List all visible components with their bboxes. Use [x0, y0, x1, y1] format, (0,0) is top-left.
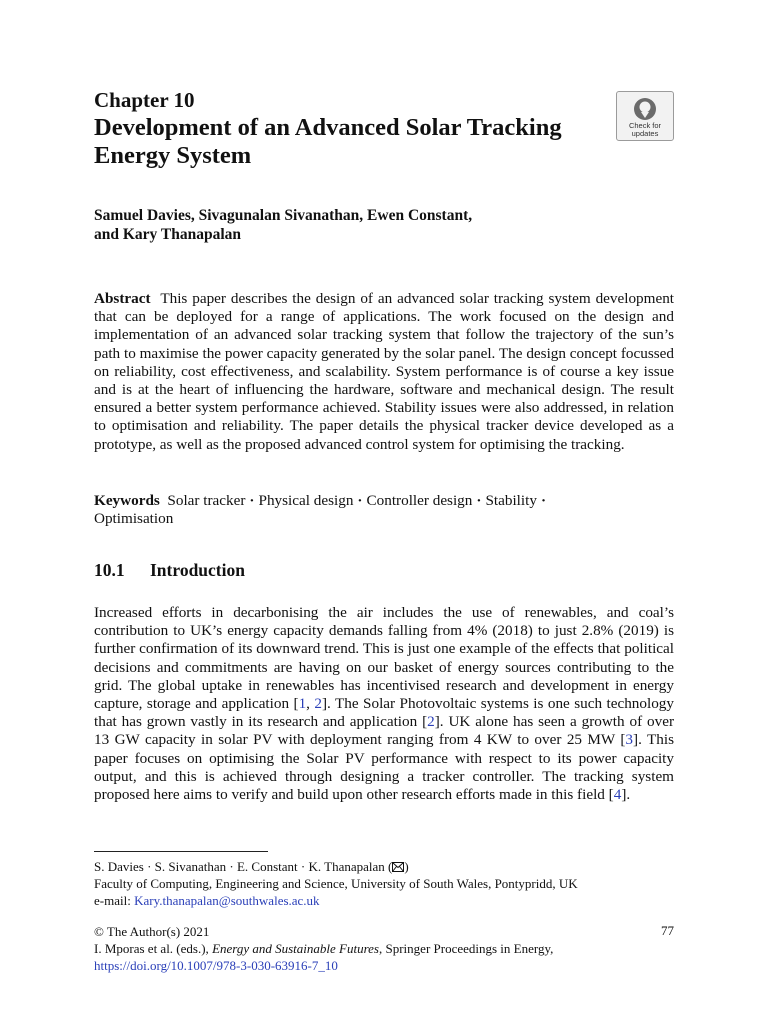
envelope-icon: [392, 859, 404, 874]
intro-text: ]. This paper focuses on optimising the Solar PV performance with respect to its power capacity output, and this is achieved through designing a tracker controller. The tracking system proposed here aims to verify and build upon other research efforts made in this field [: [94, 731, 674, 804]
copyright-block: [94, 923, 553, 974]
citation-link[interactable]: 1: [298, 695, 307, 713]
abstract-heading: Abstract: [94, 290, 151, 307]
intro-text: ,: [306, 695, 315, 713]
chapter-label: Chapter 10: [94, 88, 195, 112]
author-footnote: [94, 858, 578, 909]
author-list: [94, 206, 614, 244]
author-line-2: and Kary Thanapalan: [94, 226, 242, 243]
abstract: [94, 290, 674, 454]
abstract-text: This paper describes the design of an advanced solar tracking system development that can be deployed for a range of applications. The work focused on the design and implementation of an advanced solar tracking system that follow the trajectory of the sun’s path to maximise the power capacity generated by the solar panel. The design concept focussed on reliability, cost effectiveness, and scalability. System performance is of course a key issue and is at the heart of influencing the hardware, software and mechanical design. The result ensured a better system performance achieved. Stability issues were also addressed, in relation to optimisation and reliability. The paper details the physical tracker device developed as a prototype, as well as the proposed advanced control system for optimising the tracking.: [94, 290, 675, 453]
keyword-separator: ·: [540, 492, 547, 509]
keyword-item: Physical design: [258, 492, 354, 509]
citation-link[interactable]: 2: [427, 713, 435, 731]
citation-link[interactable]: 3: [625, 731, 634, 749]
badge-line-1: Check for: [628, 121, 662, 130]
page-number: 77: [661, 923, 674, 938]
footnote-names-text: S. Davies · S. Sivanathan · E. Constant · K. Thanapalan (: [94, 859, 393, 874]
series-text: , Springer Proceedings in Energy,: [379, 941, 554, 956]
introduction-paragraph: [94, 604, 674, 804]
section-heading: [94, 560, 245, 581]
footnote-affiliation: Faculty of Computing, Engineering and Science, University of South Wales, Pontypridd, UK: [94, 876, 578, 891]
citation-link[interactable]: 4: [613, 786, 622, 804]
editors-text: I. Mporas et al. (eds.),: [94, 941, 213, 956]
section-title: Introduction: [150, 560, 245, 580]
citation-line: [94, 940, 553, 957]
paper-page: [94, 0, 674, 1024]
chapter-title: Development of an Advanced Solar Tracking Energy System: [94, 114, 562, 169]
badge-label: [617, 122, 673, 138]
keyword-item: Controller design: [366, 492, 473, 509]
keywords: [94, 492, 674, 528]
badge-line-2: updates: [631, 129, 659, 138]
intro-text: ]. The Solar Photovoltaic systems is one such technology that has grown vastly in its research and application [: [94, 695, 674, 731]
doi-link[interactable]: https://doi.org/10.1007/978-3-030-63916-7_10: [94, 958, 338, 973]
footnote-email-line: [94, 892, 578, 909]
keyword-separator: ·: [476, 492, 482, 509]
keywords-heading: Keywords: [94, 492, 160, 509]
email-link[interactable]: Kary.thanapalan@southwales.ac.uk: [134, 893, 320, 908]
footnote-divider: [94, 851, 268, 852]
footnote-names: [94, 858, 578, 875]
book-title: Energy and Sustainable Futures: [212, 941, 379, 956]
section-number: 10.1: [94, 560, 125, 580]
email-label: e-mail:: [94, 893, 135, 908]
keyword-item: Solar tracker: [167, 492, 246, 509]
copyright-line: © The Author(s) 2021: [94, 924, 210, 939]
keyword-separator: ·: [357, 492, 363, 509]
intro-text: ].: [621, 786, 631, 804]
author-line-1: Samuel Davies, Sivagunalan Sivanathan, Ewen Constant,: [94, 207, 473, 224]
keyword-separator: ·: [249, 492, 255, 509]
check-for-updates-badge[interactable]: [616, 91, 674, 141]
keyword-item: Stability: [485, 492, 537, 509]
footnote-close-paren: ): [404, 859, 409, 874]
intro-text: Increased efforts in decarbonising the air includes the use of renewables, and coal’s contribution to UK’s energy capacity demands falling from 4% (2018) to just 2.8% (2019) is further confirmation of its downward trend. This is just one example of the effects that political decisions and commitments are having on our basket of energy sources contributing to the grid. The global uptake in renewables has incentivised research and development in energy capture, storage and application [: [94, 604, 674, 713]
citation-link[interactable]: 2: [314, 695, 322, 713]
keyword-item: Optimisation: [94, 510, 174, 528]
intro-text: ]. UK alone has seen a growth of over 13 GW capacity in solar PV with deployment ranging from 4 KW to over 25 MW [: [94, 713, 674, 749]
check-for-updates-icon: [617, 97, 673, 121]
